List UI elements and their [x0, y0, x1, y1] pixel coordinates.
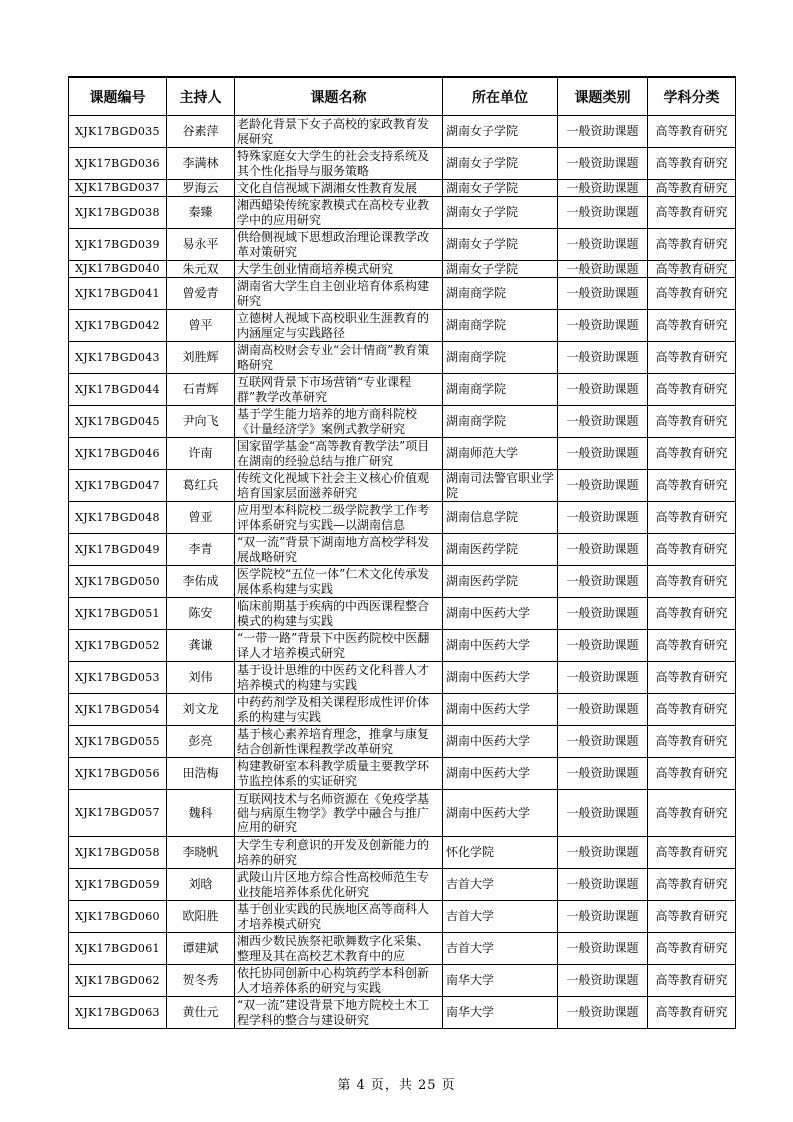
project-title-cell: 临床前期基于疾病的中西医课程整合模式的构建与实践 [235, 598, 443, 630]
project-title-cell: 构建教研室本科教学质量主要教学环节监控体系的实证研究 [235, 758, 443, 790]
host-cell: 黄仕元 [167, 997, 235, 1029]
unit-cell: 湖南女子学院 [443, 197, 558, 229]
unit-cell: 湖南女子学院 [443, 261, 558, 278]
host-cell: 陈安 [167, 598, 235, 630]
table-row [69, 197, 736, 229]
table-row [69, 662, 736, 694]
subject-cell: 高等教育研究 [648, 837, 736, 869]
subject-cell: 高等教育研究 [648, 790, 736, 837]
table-row [69, 261, 736, 278]
table-row [69, 278, 736, 310]
host-cell: 魏科 [167, 790, 235, 837]
unit-cell: 南华大学 [443, 997, 558, 1029]
project-code-cell: XJK17BGD041 [69, 278, 167, 310]
unit-cell: 湖南商学院 [443, 278, 558, 310]
project-code-cell: XJK17BGD042 [69, 310, 167, 342]
project-title-cell: 医学院校“五位一体”仁术文化传承发展体系构建与实践 [235, 566, 443, 598]
table-row [69, 790, 736, 837]
header-subject: 学科分类 [648, 77, 736, 116]
table-row [69, 148, 736, 180]
header-category: 课题类别 [558, 77, 648, 116]
category-cell: 一般资助课题 [558, 662, 648, 694]
host-cell: 曾亚 [167, 502, 235, 534]
table-row [69, 997, 736, 1029]
host-cell: 龚谦 [167, 630, 235, 662]
host-cell: 秦臻 [167, 197, 235, 229]
subject-cell: 高等教育研究 [648, 148, 736, 180]
table-row [69, 470, 736, 502]
unit-cell: 湖南女子学院 [443, 180, 558, 197]
project-code-cell: XJK17BGD052 [69, 630, 167, 662]
page-footer: 第 4 页，共 25 页 [337, 1078, 456, 1093]
unit-cell: 湖南商学院 [443, 310, 558, 342]
category-cell: 一般资助课题 [558, 997, 648, 1029]
subject-cell: 高等教育研究 [648, 229, 736, 261]
project-table [68, 76, 736, 1029]
unit-cell: 湖南中医药大学 [443, 598, 558, 630]
category-cell: 一般资助课题 [558, 869, 648, 901]
table-row [69, 598, 736, 630]
host-cell: 谷素萍 [167, 116, 235, 148]
project-title-cell: 大学生创业情商培养模式研究 [235, 261, 443, 278]
subject-cell: 高等教育研究 [648, 197, 736, 229]
table-row [69, 374, 736, 406]
project-title-cell: 基于学生能力培养的地方商科院校《计量经济学》案例式教学研究 [235, 406, 443, 438]
project-title-cell: 国家留学基金“高等教育教学法”项目在湖南的经验总结与推广研究 [235, 438, 443, 470]
table-header-row [69, 77, 736, 116]
host-cell: 易永平 [167, 229, 235, 261]
subject-cell: 高等教育研究 [648, 374, 736, 406]
project-title-cell: 基于设计思维的中医药文化科普人才培养模式的构建与实践 [235, 662, 443, 694]
category-cell: 一般资助课题 [558, 726, 648, 758]
subject-cell: 高等教育研究 [648, 901, 736, 933]
subject-cell: 高等教育研究 [648, 116, 736, 148]
project-title-cell: 湘西蜡染传统家教模式在高校专业教学中的应用研究 [235, 197, 443, 229]
project-code-cell: XJK17BGD045 [69, 406, 167, 438]
project-code-cell: XJK17BGD061 [69, 933, 167, 965]
project-title-cell: 湖南高校财会专业“会计情商”教育策略研究 [235, 342, 443, 374]
table-row [69, 342, 736, 374]
table-row [69, 837, 736, 869]
category-cell: 一般资助课题 [558, 758, 648, 790]
project-title-cell: 中药药剂学及相关课程形成性评价体系的构建与实践 [235, 694, 443, 726]
subject-cell: 高等教育研究 [648, 869, 736, 901]
subject-cell: 高等教育研究 [648, 406, 736, 438]
category-cell: 一般资助课题 [558, 837, 648, 869]
table-row [69, 965, 736, 997]
subject-cell: 高等教育研究 [648, 438, 736, 470]
unit-cell: 吉首大学 [443, 869, 558, 901]
subject-cell: 高等教育研究 [648, 965, 736, 997]
subject-cell: 高等教育研究 [648, 342, 736, 374]
host-cell: 罗海云 [167, 180, 235, 197]
category-cell: 一般资助课题 [558, 229, 648, 261]
subject-cell: 高等教育研究 [648, 310, 736, 342]
project-title-cell: 依托协同创新中心构筑药学本科创新人才培养体系的研究与实践 [235, 965, 443, 997]
host-cell: 葛红兵 [167, 470, 235, 502]
unit-cell: 湖南中医药大学 [443, 790, 558, 837]
category-cell: 一般资助课题 [558, 180, 648, 197]
category-cell: 一般资助课题 [558, 278, 648, 310]
host-cell: 欧阳胜 [167, 901, 235, 933]
project-code-cell: XJK17BGD044 [69, 374, 167, 406]
table-row [69, 869, 736, 901]
subject-cell: 高等教育研究 [648, 933, 736, 965]
unit-cell: 湖南女子学院 [443, 148, 558, 180]
project-code-cell: XJK17BGD037 [69, 180, 167, 197]
table-row [69, 180, 736, 197]
project-title-cell: 老龄化背景下女子高校的家政教育发展研究 [235, 116, 443, 148]
category-cell: 一般资助课题 [558, 694, 648, 726]
project-code-cell: XJK17BGD035 [69, 116, 167, 148]
project-code-cell: XJK17BGD048 [69, 502, 167, 534]
table-row [69, 438, 736, 470]
unit-cell: 吉首大学 [443, 901, 558, 933]
subject-cell: 高等教育研究 [648, 261, 736, 278]
host-cell: 谭建斌 [167, 933, 235, 965]
subject-cell: 高等教育研究 [648, 566, 736, 598]
unit-cell: 湖南女子学院 [443, 116, 558, 148]
project-code-cell: XJK17BGD040 [69, 261, 167, 278]
unit-cell: 湖南中医药大学 [443, 726, 558, 758]
host-cell: 曾爱青 [167, 278, 235, 310]
subject-cell: 高等教育研究 [648, 726, 736, 758]
subject-cell: 高等教育研究 [648, 662, 736, 694]
table-row [69, 229, 736, 261]
category-cell: 一般资助课题 [558, 630, 648, 662]
category-cell: 一般资助课题 [558, 598, 648, 630]
table-row [69, 502, 736, 534]
host-cell: 李满林 [167, 148, 235, 180]
table-row [69, 933, 736, 965]
category-cell: 一般资助课题 [558, 406, 648, 438]
table-row [69, 694, 736, 726]
table-row [69, 630, 736, 662]
project-code-cell: XJK17BGD047 [69, 470, 167, 502]
subject-cell: 高等教育研究 [648, 598, 736, 630]
header-code: 课题编号 [69, 77, 167, 116]
category-cell: 一般资助课题 [558, 261, 648, 278]
project-code-cell: XJK17BGD046 [69, 438, 167, 470]
project-code-cell: XJK17BGD058 [69, 837, 167, 869]
project-title-cell: 供给侧视域下思想政治理论课教学改革对策研究 [235, 229, 443, 261]
project-title-cell: 应用型本科院校二级学院教学工作考评体系研究与实践—以湖南信息 [235, 502, 443, 534]
host-cell: 李青 [167, 534, 235, 566]
host-cell: 尹向飞 [167, 406, 235, 438]
project-title-cell: “一带一路”背景下中医药院校中医翻译人才培养模式研究 [235, 630, 443, 662]
project-code-cell: XJK17BGD054 [69, 694, 167, 726]
subject-cell: 高等教育研究 [648, 758, 736, 790]
category-cell: 一般资助课题 [558, 965, 648, 997]
unit-cell: 湖南商学院 [443, 374, 558, 406]
project-title-cell: 立德树人视域下高校职业生涯教育的内涵厘定与实践路径 [235, 310, 443, 342]
project-code-cell: XJK17BGD059 [69, 869, 167, 901]
host-cell: 刘伟 [167, 662, 235, 694]
subject-cell: 高等教育研究 [648, 470, 736, 502]
unit-cell: 湖南信息学院 [443, 502, 558, 534]
project-title-cell: 特殊家庭女大学生的社会支持系统及其个性化指导与服务策略 [235, 148, 443, 180]
category-cell: 一般资助课题 [558, 374, 648, 406]
project-title-cell: “双一流”建设背景下地方院校土木工程学科的整合与建设研究 [235, 997, 443, 1029]
host-cell: 曾平 [167, 310, 235, 342]
table-row [69, 116, 736, 148]
project-title-cell: “双一流”背景下湖南地方高校学科发展战略研究 [235, 534, 443, 566]
project-code-cell: XJK17BGD063 [69, 997, 167, 1029]
host-cell: 田浩梅 [167, 758, 235, 790]
category-cell: 一般资助课题 [558, 502, 648, 534]
category-cell: 一般资助课题 [558, 197, 648, 229]
subject-cell: 高等教育研究 [648, 534, 736, 566]
category-cell: 一般资助课题 [558, 566, 648, 598]
project-code-cell: XJK17BGD051 [69, 598, 167, 630]
table-body [69, 116, 736, 1029]
project-title-cell: 传统文化视域下社会主义核心价值观培育国家层面滋养研究 [235, 470, 443, 502]
subject-cell: 高等教育研究 [648, 694, 736, 726]
project-title-cell: 大学生专利意识的开发及创新能力的培养的研究 [235, 837, 443, 869]
project-title-cell: 湘西少数民族祭祀歌舞数字化采集、整理及其在高校艺术教育中的应 [235, 933, 443, 965]
subject-cell: 高等教育研究 [648, 630, 736, 662]
unit-cell: 吉首大学 [443, 933, 558, 965]
category-cell: 一般资助课题 [558, 901, 648, 933]
unit-cell: 湖南中医药大学 [443, 758, 558, 790]
unit-cell: 湖南中医药大学 [443, 694, 558, 726]
header-host: 主持人 [167, 77, 235, 116]
project-code-cell: XJK17BGD062 [69, 965, 167, 997]
project-title-cell: 文化自信视域下湖湘女性教育发展 [235, 180, 443, 197]
unit-cell: 湖南商学院 [443, 342, 558, 374]
project-title-cell: 基于创业实践的民族地区高等商科人才培养模式研究 [235, 901, 443, 933]
category-cell: 一般资助课题 [558, 342, 648, 374]
project-code-cell: XJK17BGD043 [69, 342, 167, 374]
unit-cell: 湖南司法警官职业学院 [443, 470, 558, 502]
host-cell: 许南 [167, 438, 235, 470]
project-code-cell: XJK17BGD049 [69, 534, 167, 566]
host-cell: 李佑成 [167, 566, 235, 598]
project-code-cell: XJK17BGD057 [69, 790, 167, 837]
host-cell: 朱元双 [167, 261, 235, 278]
host-cell: 贺冬秀 [167, 965, 235, 997]
category-cell: 一般资助课题 [558, 438, 648, 470]
subject-cell: 高等教育研究 [648, 180, 736, 197]
unit-cell: 湖南女子学院 [443, 229, 558, 261]
unit-cell: 湖南医药学院 [443, 534, 558, 566]
table-row [69, 310, 736, 342]
category-cell: 一般资助课题 [558, 310, 648, 342]
project-code-cell: XJK17BGD056 [69, 758, 167, 790]
project-title-cell: 湖南省大学生自主创业培育体系构建研究 [235, 278, 443, 310]
table-row [69, 726, 736, 758]
host-cell: 刘胜辉 [167, 342, 235, 374]
unit-cell: 湖南医药学院 [443, 566, 558, 598]
unit-cell: 湖南中医药大学 [443, 662, 558, 694]
project-code-cell: XJK17BGD050 [69, 566, 167, 598]
category-cell: 一般资助课题 [558, 116, 648, 148]
category-cell: 一般资助课题 [558, 790, 648, 837]
table-row [69, 406, 736, 438]
host-cell: 石青辉 [167, 374, 235, 406]
category-cell: 一般资助课题 [558, 933, 648, 965]
project-code-cell: XJK17BGD060 [69, 901, 167, 933]
table-row [69, 901, 736, 933]
subject-cell: 高等教育研究 [648, 997, 736, 1029]
project-title-cell: 基于核心素养培育理念，推拿与康复结合创新性课程教学改革研究 [235, 726, 443, 758]
unit-cell: 怀化学院 [443, 837, 558, 869]
project-title-cell: 互联网技术与名师资源在《免疫学基础与病原生物学》教学中融合与推广应用的研究 [235, 790, 443, 837]
subject-cell: 高等教育研究 [648, 278, 736, 310]
unit-cell: 湖南商学院 [443, 406, 558, 438]
header-title: 课题名称 [235, 77, 443, 116]
category-cell: 一般资助课题 [558, 534, 648, 566]
project-code-cell: XJK17BGD038 [69, 197, 167, 229]
project-code-cell: XJK17BGD053 [69, 662, 167, 694]
unit-cell: 南华大学 [443, 965, 558, 997]
unit-cell: 湖南中医药大学 [443, 630, 558, 662]
project-table-container [68, 76, 735, 1029]
table-row [69, 566, 736, 598]
project-title-cell: 互联网背景下市场营销“专业课程群”教学改革研究 [235, 374, 443, 406]
category-cell: 一般资助课题 [558, 470, 648, 502]
host-cell: 刘文龙 [167, 694, 235, 726]
subject-cell: 高等教育研究 [648, 502, 736, 534]
category-cell: 一般资助课题 [558, 148, 648, 180]
unit-cell: 湖南师范大学 [443, 438, 558, 470]
table-row [69, 758, 736, 790]
host-cell: 彭亮 [167, 726, 235, 758]
header-unit: 所在单位 [443, 77, 558, 116]
host-cell: 李晓帆 [167, 837, 235, 869]
table-row [69, 534, 736, 566]
project-code-cell: XJK17BGD039 [69, 229, 167, 261]
project-code-cell: XJK17BGD036 [69, 148, 167, 180]
host-cell: 刘晗 [167, 869, 235, 901]
project-code-cell: XJK17BGD055 [69, 726, 167, 758]
project-title-cell: 武陵山片区地方综合性高校师范生专业技能培养体系优化研究 [235, 869, 443, 901]
